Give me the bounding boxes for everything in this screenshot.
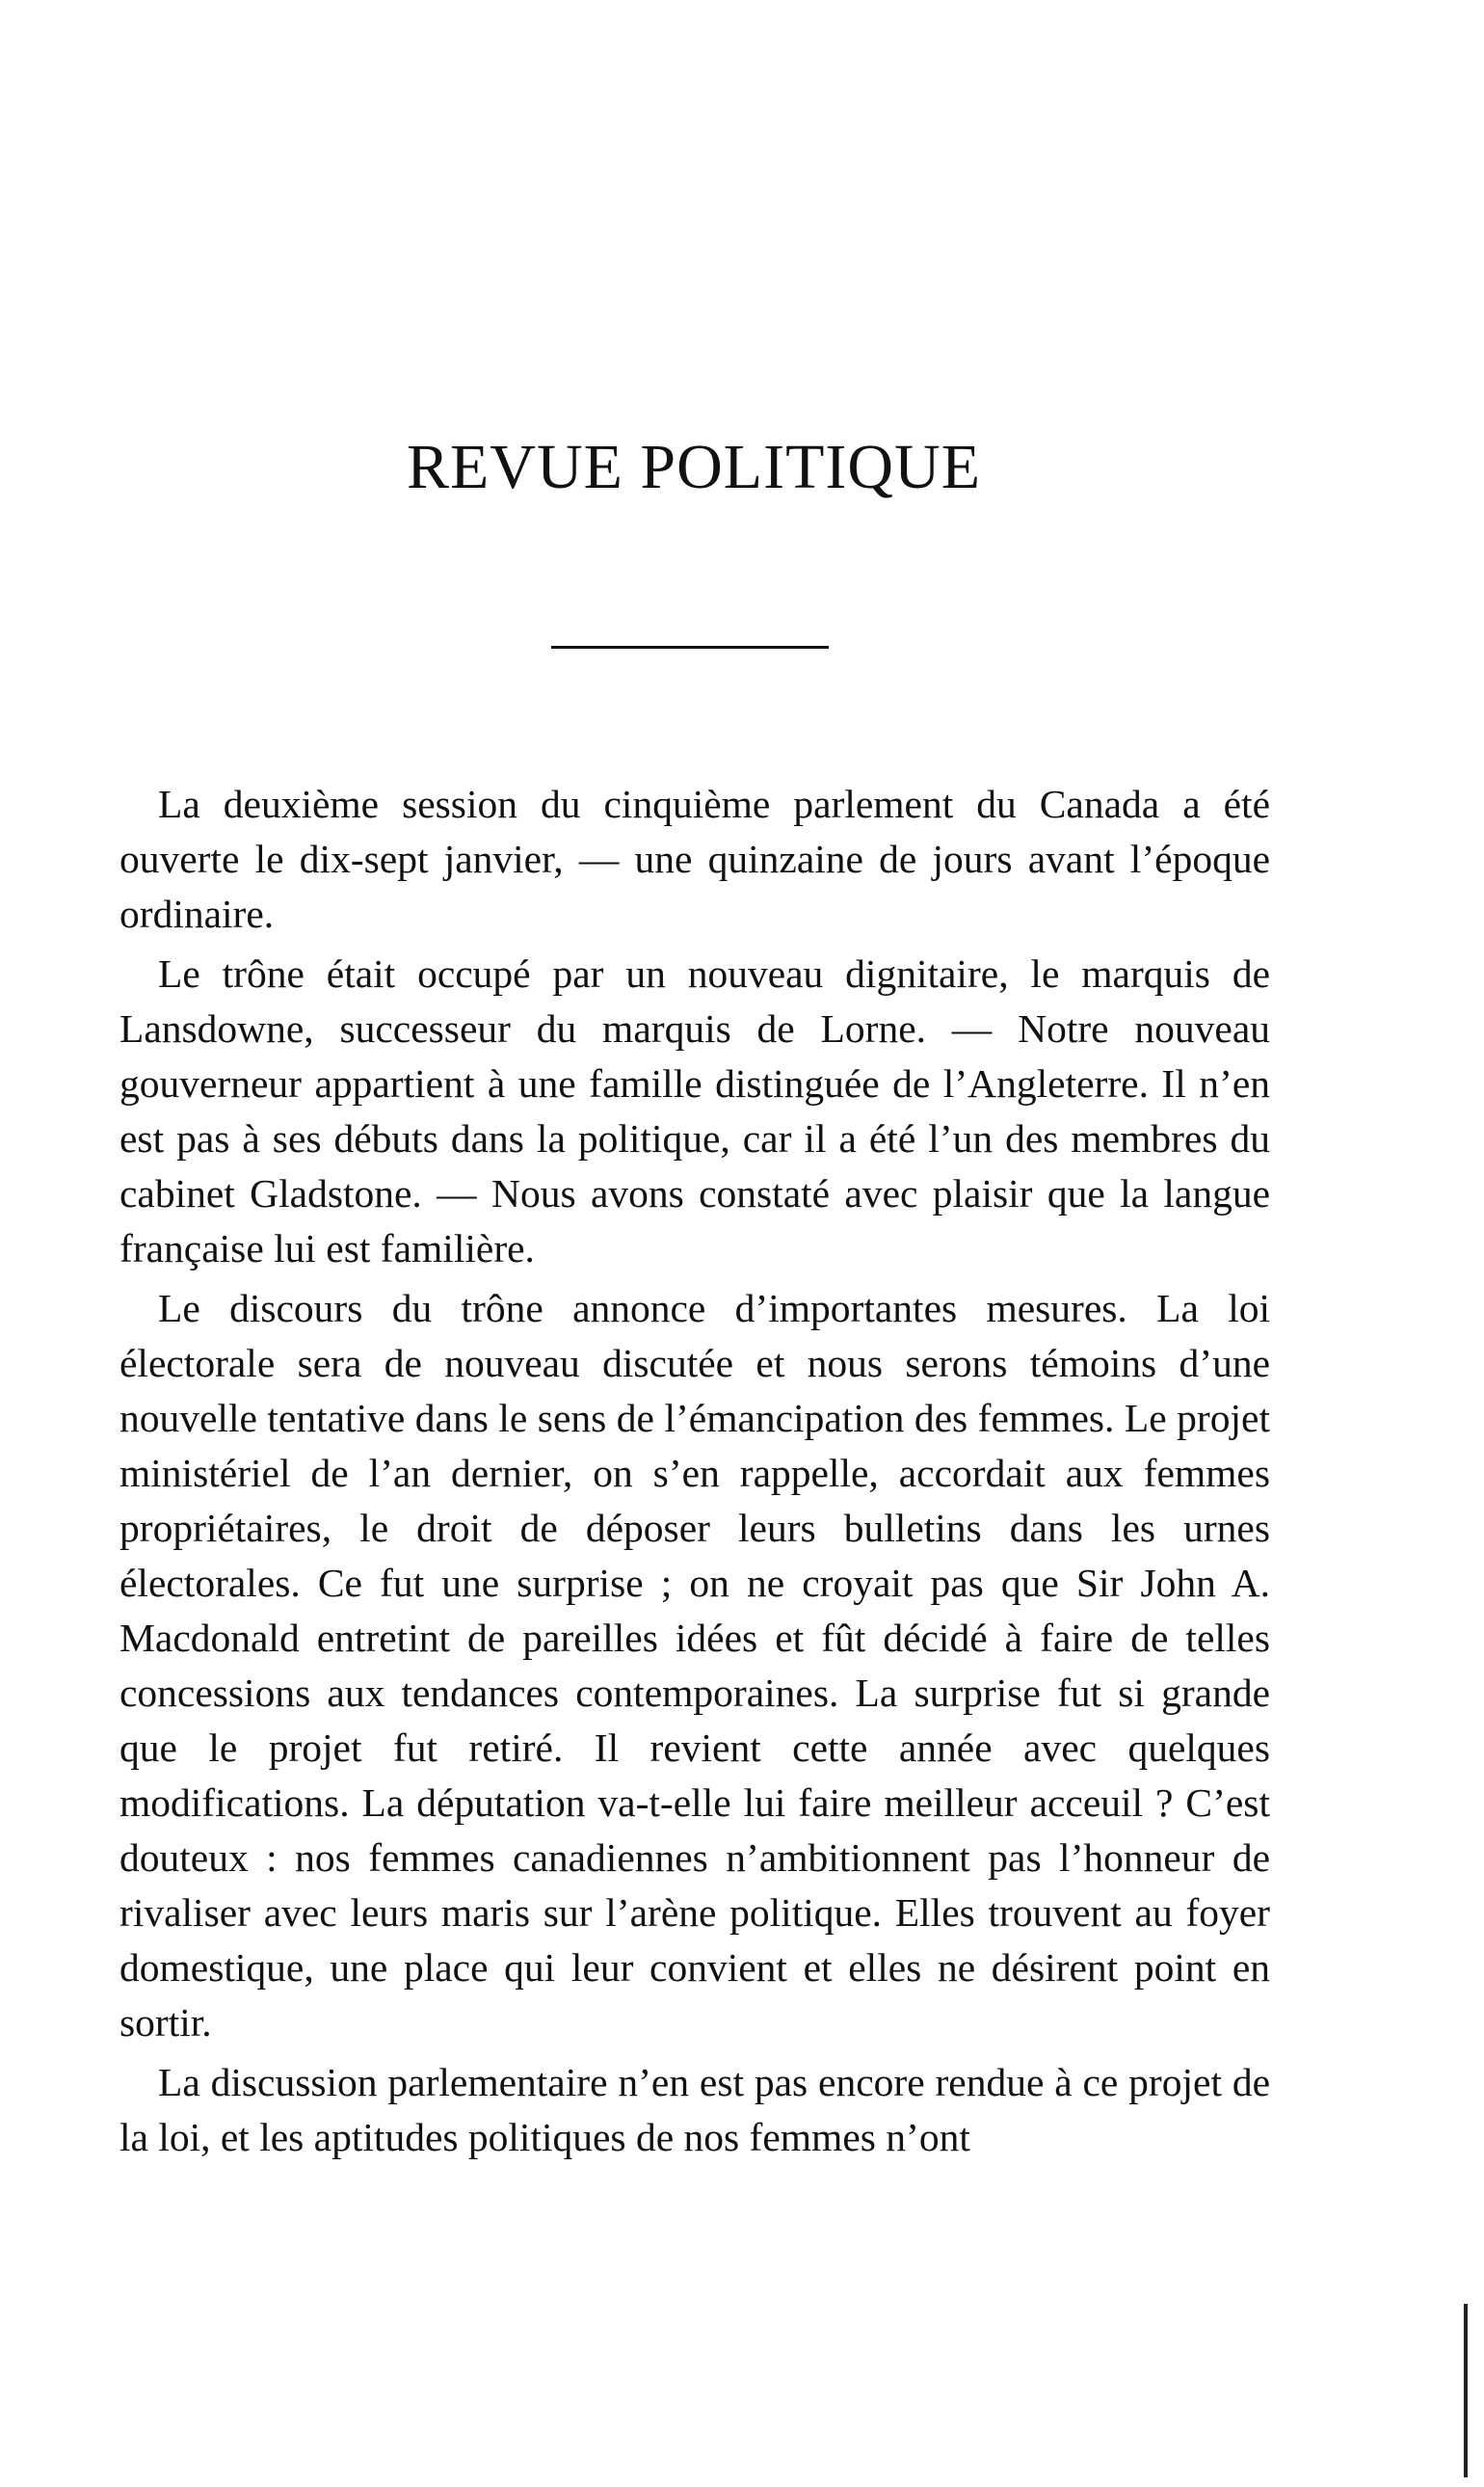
paragraph-4: La discussion parlementaire n’en est pas encore rendue à ce projet de la loi, et les aptitudes politiques de nos femmes n’ont: [119, 2060, 1270, 2159]
article-body: [119, 777, 1270, 2170]
page-title: REVUE POLITIQUE: [406, 432, 982, 502]
scan-edge-mark: [1464, 2304, 1468, 2477]
paragraph-3: Le discours du trône annonce d’importantes mesures. La loi électorale sera de nouveau discutée et nous serons témoins d’une nouvelle tentative dans le sens de l’émancipation des femmes. Le projet ministériel de l’an dernier, on s’en rappelle, accordait aux femmes propriétaires, le droit de déposer leurs bulletins dans les urnes électorales. Ce fut une surprise ; on ne croyait pas que Sir John A. Macdonald entretint de pareilles idées et fût décidé à faire de telles concessions aux tendances contemporaines. La surprise fut si grande que le projet fut retiré. Il revient cette année avec quelques modifications. La députation va-t-elle lui faire meilleur acceuil ? C’est douteux : nos femmes canadiennes n’ambitionnent pas l’honneur de rivaliser avec leurs maris sur l’arène politique. Elles trouvent au foyer domestique, une place qui leur convient et elles ne désirent point en sortir.: [119, 1286, 1270, 2045]
paragraph-1: La deuxième session du cinquième parlement du Canada a été ouverte le dix-sept janvier, — une quinzaine de jours avant l’époque ordinaire.: [119, 782, 1270, 936]
paragraph-2: Le trône était occupé par un nouveau dignitaire, le marquis de Lansdowne, successeur du marquis de Lorne. — Notre nouveau gouverneur appartient à une famille distinguée de l’Angleterre. Il n’en est pas à ses débuts dans la politique, car il a été l’un des membres du cabinet Gladstone. — Nous avons constaté avec plaisir que la langue française lui est familière.: [119, 951, 1270, 1270]
title-divider: [551, 646, 829, 649]
